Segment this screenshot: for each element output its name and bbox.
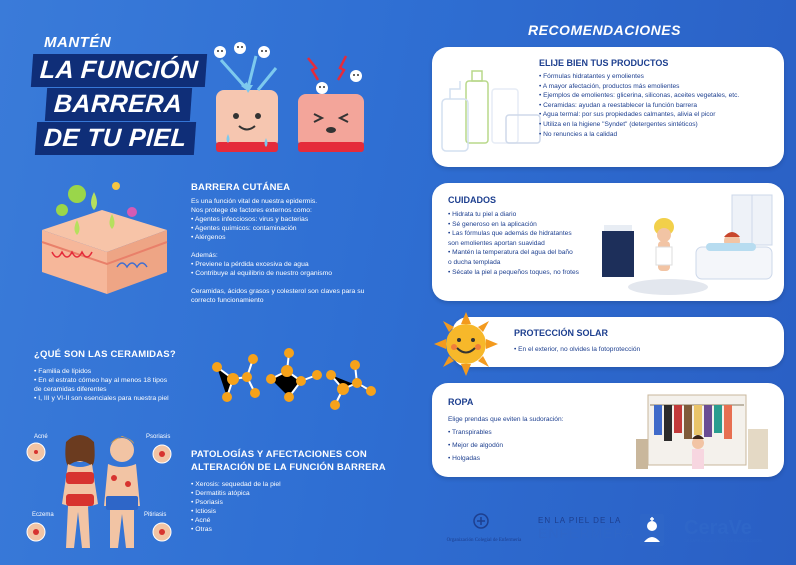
clothes-title: ROPA bbox=[448, 397, 474, 407]
recommendations-title: RECOMENDACIONES bbox=[528, 22, 681, 38]
products-card bbox=[432, 47, 784, 167]
care-line: • Sé generoso en la aplicación bbox=[448, 220, 537, 228]
ceramide-molecules-illustration bbox=[205, 345, 390, 415]
pathologies-line: • Psoriasis bbox=[191, 499, 223, 506]
title-line-2: BARRERA bbox=[45, 88, 192, 121]
brand-logo bbox=[684, 518, 762, 543]
sun-icon bbox=[434, 312, 498, 376]
nurse-icon bbox=[640, 514, 664, 546]
pathologies-title bbox=[191, 448, 386, 474]
barrier-line: • Contribuye al equilibrio de nuestro organismo bbox=[191, 270, 333, 277]
barrier-line: • Previene la pérdida excesiva de agua bbox=[191, 261, 309, 268]
sun-card bbox=[452, 317, 784, 367]
care-title: CUIDADOS bbox=[448, 195, 497, 205]
products-line: • Ejemplos de emolientes: glicerina, siliconas, aceites vegetales, etc. bbox=[539, 92, 740, 100]
barrier-line: Nos protege de factores externos como: bbox=[191, 207, 312, 214]
barrier-line: Ceramidas, ácidos grasos y colesterol son claves para su bbox=[191, 288, 365, 295]
barrier-text bbox=[191, 197, 364, 305]
products-line: • No renuncies a la calidad bbox=[539, 130, 618, 138]
org-name: Organización Colegial de Enfermería bbox=[446, 538, 522, 543]
ceramides-line: • I, III y VI-II son esenciales para nuestra piel bbox=[34, 395, 169, 402]
care-card bbox=[432, 183, 784, 301]
ceramides-title: ¿QUÉ SON LAS CERAMIDAS? bbox=[34, 349, 176, 360]
barrier-line: Es una función vital de nuestra epidermis. bbox=[191, 198, 318, 205]
pathology-figures-illustration bbox=[22, 428, 182, 556]
pathologies-title-line: ALTERACIÓN DE LA FUNCIÓN BARRERA bbox=[191, 462, 386, 473]
care-line: • Las fórmulas que además de hidratantes bbox=[448, 230, 572, 238]
campaign-bottom: ENFERMERA bbox=[538, 525, 635, 541]
care-line: son emolientes aportan suavidad bbox=[448, 239, 545, 247]
label-acne: Acné bbox=[34, 434, 48, 440]
skin-layers-illustration bbox=[22, 172, 177, 300]
barrier-line: • Agentes infecciosos: virus y bacterias bbox=[191, 216, 309, 223]
pathologies-line: • Ictiosis bbox=[191, 508, 217, 515]
products-line: • Utiliza en la higiene "Syndet" (detergentes sintéticos) bbox=[539, 120, 698, 128]
pathologies-line: • Dermatitis atópica bbox=[191, 490, 250, 497]
label-pitiriasis: Pitiriasis bbox=[144, 512, 167, 518]
ceramides-text bbox=[34, 367, 169, 403]
products-line: • Fórmulas hidratantes y emolientes bbox=[539, 73, 644, 80]
brand-sub: DESARROLLADO CON DERMATÓLOGOS bbox=[684, 538, 762, 543]
barrier-line: • Alérgenos bbox=[191, 234, 226, 241]
care-line: o ducha templada bbox=[448, 258, 501, 266]
products-line: • Ceramidas: ayudan a reestablecer la función barrera bbox=[539, 101, 698, 109]
clothes-line: • Holgadas bbox=[448, 455, 480, 462]
barrier-title: BARRERA CUTÁNEA bbox=[191, 182, 291, 193]
label-psoriasis: Psoriasis bbox=[146, 434, 171, 440]
products-line: • Agua termal: por sus propiedades calmantes, alivia el picor bbox=[539, 111, 716, 119]
clothes-intro: Elige prendas que eviten la sudoración: bbox=[448, 416, 564, 423]
sun-title: PROTECCIÓN SOLAR bbox=[514, 328, 609, 338]
products-line: • A mayor afectación, productos más emolientes bbox=[539, 82, 680, 90]
clothes-text bbox=[448, 413, 563, 465]
care-line: • Sécate la piel a pequeños toques, no frotes bbox=[448, 268, 579, 276]
care-text bbox=[448, 210, 579, 277]
title-line-3: DE TU PIEL bbox=[35, 122, 196, 155]
label-eczema: Eczema bbox=[32, 512, 54, 518]
org-emblem-icon bbox=[467, 512, 495, 534]
cosmetic-bottles-icon bbox=[436, 59, 542, 159]
brand-name: CeraVe bbox=[684, 517, 752, 539]
ceramides-line: • En el estrato córneo hay al menos 18 tipos bbox=[34, 377, 168, 384]
barrier-line: • Agentes químicos: contaminación bbox=[191, 225, 297, 232]
skin-faces-illustration bbox=[206, 38, 371, 163]
barrier-line bbox=[191, 278, 364, 287]
campaign-logo bbox=[538, 516, 638, 541]
ceramides-line: de ceramidas diferentes bbox=[34, 386, 107, 393]
sun-line: • En el exterior, no olvides la fotoprotección bbox=[514, 346, 641, 353]
campaign-top: EN LA PIEL DE LA bbox=[538, 516, 622, 525]
clothes-line: • Mejor de algodón bbox=[448, 442, 504, 449]
wardrobe-illustration bbox=[636, 389, 776, 475]
sun-text bbox=[514, 345, 640, 355]
clothes-card bbox=[432, 383, 784, 477]
pathologies-line: • Xerosis: sequedad de la piel bbox=[191, 481, 281, 488]
barrier-line bbox=[191, 242, 364, 251]
barrier-line: correcto funcionamiento bbox=[191, 297, 264, 304]
pathologies-text bbox=[191, 480, 281, 534]
pathologies-title-line: PATOLOGÍAS Y AFECTACIONES CON bbox=[191, 449, 367, 460]
title-kicker: MANTÉN bbox=[44, 34, 112, 51]
products-text bbox=[539, 72, 739, 139]
pathologies-line: • Otras bbox=[191, 526, 212, 533]
products-title: ELIJE BIEN TUS PRODUCTOS bbox=[539, 58, 669, 68]
barrier-line: Además: bbox=[191, 252, 218, 259]
clothes-line: • Transpirables bbox=[448, 429, 492, 436]
pathologies-line: • Acné bbox=[191, 517, 211, 524]
bathroom-illustration bbox=[598, 191, 778, 297]
care-line: • Hidrata tu piel a diario bbox=[448, 211, 517, 218]
title-line-1: LA FUNCIÓN bbox=[31, 54, 208, 87]
care-line: • Mantén la temperatura del agua del baño bbox=[448, 249, 573, 257]
ceramides-line: • Familia de lípidos bbox=[34, 368, 92, 375]
